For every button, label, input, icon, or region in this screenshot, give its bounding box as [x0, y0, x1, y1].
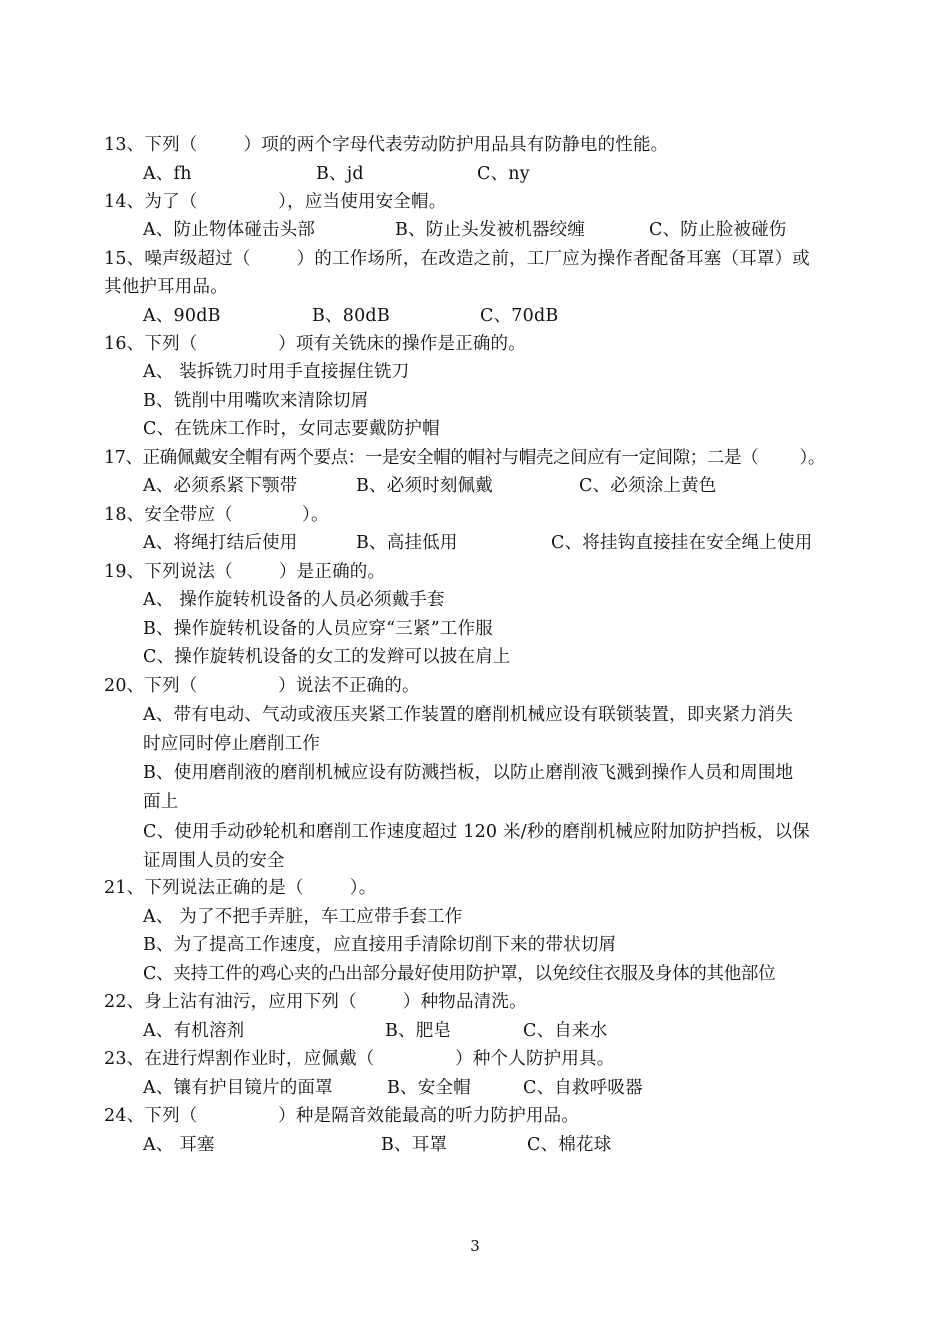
page-number: 3 — [470, 1237, 480, 1255]
option-a: A、90dB — [143, 306, 221, 326]
option-a: A、 操作旋转机设备的人员必须戴手套 — [143, 590, 445, 610]
options-row — [143, 472, 717, 500]
options-row — [143, 302, 559, 330]
options-row — [143, 160, 530, 188]
question-15: 15、噪声级超过（ ）的工作场所，在改造之前，工厂应为操作者配备耳塞（耳罩）或 — [104, 249, 810, 269]
question-16: 16、下列（ ）项有关铣床的操作是正确的。 — [104, 334, 526, 354]
option-a: A、 耳塞 — [143, 1135, 215, 1155]
option-b: B、使用磨削液的磨削机械应设有防溅挡板，以防止磨削液飞溅到操作人员和周围地 — [143, 763, 794, 783]
option-a: A、带有电动、气动或液压夹紧工作装置的磨削机械应设有联锁装置，即夹紧力消失 — [143, 705, 794, 725]
question-13: 13、下列（ ）项的两个字母代表劳动防护用品具有防静电的性能。 — [104, 135, 669, 155]
option-c: C、自来水 — [523, 1021, 608, 1041]
question-23: 23、在进行焊割作业时，应佩戴（ ）种个人防护用具。 — [104, 1049, 615, 1069]
option-a-continuation: 时应同时停止磨削工作 — [143, 734, 320, 754]
option-c: C、在铣床工作时，女同志要戴防护帽 — [143, 419, 440, 439]
option-a: A、有机溶剂 — [143, 1021, 245, 1041]
option-b: B、高挂低用 — [356, 533, 458, 553]
option-c-continuation: 证周围人员的安全 — [143, 851, 285, 871]
question-15-continuation: 其他护耳用品。 — [104, 277, 228, 297]
question-17: 17、正确佩戴安全帽有两个要点：一是安全帽的帽衬与帽壳之间应有一定间隙；二是（ ）。 — [104, 448, 825, 468]
question-19: 19、下列说法（ ）是正确的。 — [104, 562, 386, 582]
question-24: 24、下列（ ）种是隔音效能最高的听力防护用品。 — [104, 1106, 580, 1126]
question-22: 22、身上沾有油污，应用下列（ ）种物品清洗。 — [104, 992, 527, 1012]
option-b: B、80dB — [312, 306, 390, 326]
option-a: A、 装拆铣刀时用手直接握住铣刀 — [143, 362, 410, 382]
option-a: A、必须系紧下颚带 — [143, 476, 298, 496]
option-c: C、防止脸被碰伤 — [649, 220, 787, 240]
option-b: B、耳罩 — [381, 1135, 448, 1155]
question-20: 20、下列（ ）说法不正确的。 — [104, 676, 420, 696]
option-c: C、将挂钩直接挂在安全绳上使用 — [551, 533, 813, 553]
options-row — [143, 216, 787, 244]
option-a: A、防止物体碰击头部 — [143, 220, 316, 240]
option-a: A、 为了不把手弄脏，车工应带手套工作 — [143, 907, 463, 927]
option-c: C、夹持工件的鸡心夹的凸出部分最好使用防护罩，以免绞住衣服及身体的其他部位 — [143, 964, 776, 984]
option-c: C、自救呼吸器 — [523, 1078, 643, 1098]
option-c: C、70dB — [480, 306, 559, 326]
option-b: B、铣削中用嘴吹来清除切屑 — [143, 391, 369, 411]
options-row — [143, 1017, 608, 1045]
option-c: C、必须涂上黄色 — [579, 476, 717, 496]
option-b-continuation: 面上 — [143, 792, 179, 812]
question-21: 21、下列说法正确的是（ ）。 — [104, 878, 377, 898]
option-c: C、ny — [477, 164, 530, 184]
option-b: B、必须时刻佩戴 — [356, 476, 493, 496]
option-b: B、为了提高工作速度，应直接用手清除切削下来的带状切屑 — [143, 935, 617, 955]
question-18: 18、安全带应（ ）。 — [104, 505, 329, 525]
option-a: A、将绳打结后使用 — [143, 533, 298, 553]
option-c: C、使用手动砂轮机和磨削工作速度超过 120 米/秒的磨削机械应附加防护挡板，以保 — [143, 822, 811, 842]
option-b: B、肥皂 — [385, 1021, 452, 1041]
option-c: C、操作旋转机设备的女工的发辫可以披在肩上 — [143, 647, 511, 667]
option-a: A、镶有护目镜片的面罩 — [143, 1078, 333, 1098]
question-14: 14、为了（ ），应当使用安全帽。 — [104, 192, 447, 212]
option-b: B、安全帽 — [387, 1078, 471, 1098]
option-c: C、棉花球 — [527, 1135, 612, 1155]
option-b: B、防止头发被机器绞缠 — [395, 220, 586, 240]
options-row — [143, 1074, 643, 1102]
option-b: B、操作旋转机设备的人员应穿“三紧”工作服 — [143, 619, 493, 639]
options-row — [143, 1131, 612, 1159]
option-a: A、fh — [143, 164, 192, 184]
option-b: B、jd — [316, 164, 364, 184]
options-row — [143, 529, 813, 557]
